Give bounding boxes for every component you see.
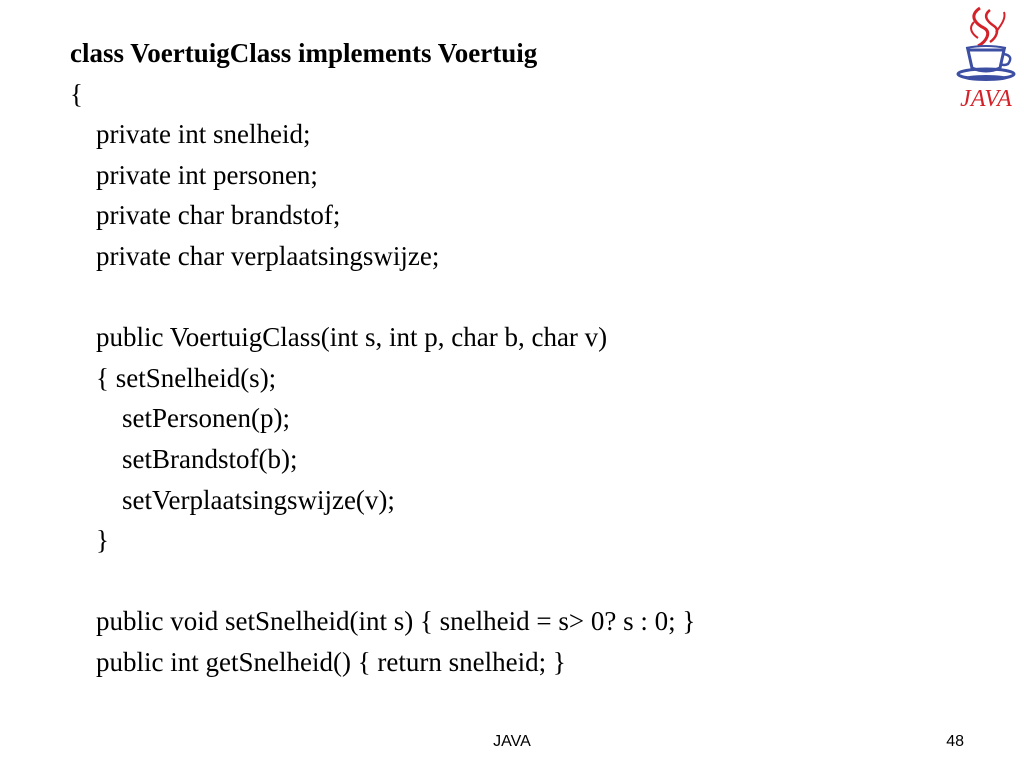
code-line: { bbox=[70, 78, 83, 109]
java-logo-icon bbox=[946, 2, 1024, 114]
code-line: public int getSnelheid() { return snelheid; } bbox=[96, 646, 566, 677]
code-line: public VoertuigClass(int s, int p, char b, char v) bbox=[96, 322, 608, 353]
java-logo-text: JAVA bbox=[960, 86, 1012, 112]
code-line: setVerplaatsingswijze(v); bbox=[122, 484, 395, 515]
code-line: { setSnelheid(s); bbox=[96, 362, 277, 393]
code-line: class VoertuigClass implements Voertuig bbox=[70, 38, 538, 68]
code-line: private int personen; bbox=[96, 159, 318, 190]
code-line: private char verplaatsingswijze; bbox=[96, 240, 440, 271]
footer-title: JAVA bbox=[493, 733, 531, 750]
code-line: public void setSnelheid(int s) { snelheid = s> 0? s : 0; } bbox=[96, 606, 696, 637]
blank-line bbox=[70, 277, 930, 318]
blank-line bbox=[70, 561, 930, 602]
code-line: setPersonen(p); bbox=[122, 403, 290, 434]
code-listing bbox=[70, 33, 930, 683]
code-line: private char brandstof; bbox=[96, 200, 341, 231]
code-line: setBrandstof(b); bbox=[122, 443, 298, 474]
code-line: } bbox=[96, 525, 109, 556]
page-number: 48 bbox=[946, 733, 964, 750]
code-line: private int snelheid; bbox=[96, 119, 311, 150]
